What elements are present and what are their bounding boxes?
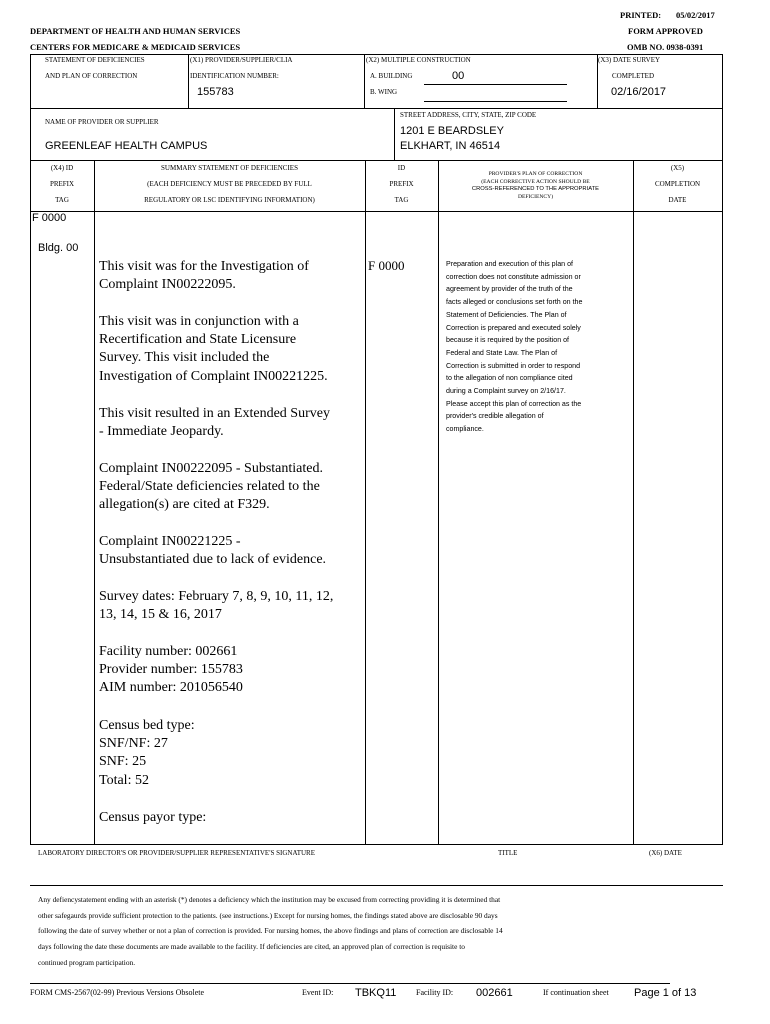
summary-paragraph: This visit resulted in an Extended Survey - Immediate Jeopardy. [99, 406, 330, 440]
x4-header-3: TAG [55, 196, 69, 204]
id-header-2: PREFIX [389, 180, 414, 188]
statement-label-1: STATEMENT OF DEFICIENCIES [45, 56, 145, 64]
x5-header-3: DATE [668, 196, 687, 204]
x3-label-2: COMPLETED [612, 72, 654, 80]
id-header-3: TAG [394, 196, 409, 204]
x1-label-2: IDENTIFICATION NUMBER: [190, 72, 279, 80]
x4-header-2: PREFIX [49, 180, 75, 188]
statement-label-2: AND PLAN OF CORRECTION [45, 72, 138, 80]
provider-name: GREENLEAF HEALTH CAMPUS [45, 140, 208, 152]
summary-header-2: (EACH DEFICIENCY MUST BE PRECEDED BY FULL [147, 180, 312, 188]
signature-label: LABORATORY DIRECTOR'S OR PROVIDER/SUPPLIER REPRESENTATIVE'S SIGNATURE [38, 849, 316, 857]
x5-header-2: COMPLETION [654, 180, 701, 188]
x2-label: (X2) MULTIPLE CONSTRUCTION [366, 56, 471, 64]
agency-name: CENTERS FOR MEDICARE & MEDICAID SERVICES [30, 42, 241, 52]
summary-paragraph: Survey dates: February 7, 8, 9, 10, 11, 12, 13, 14, 15 & 16, 2017 [99, 589, 334, 623]
plan-of-correction-text: Preparation and execution of this plan of correction does not constitute admission or agreement by provider of the truth of the facts alleged or conclusions set forth on the Statement of Deficiencies. The Plan of Correction is prepared and executed solely because it is required by the position of Federal and State Law. The Plan of Correction is submitted in order to respond to the allegation of non compliance cited during a Complaint survey on 2/16/17. Please accept this plan of correction as the provider's credible allegation of compliance. [446, 260, 583, 434]
summary-paragraph: Census payor type: [99, 810, 207, 825]
facility-id-value: 002661 [476, 987, 513, 999]
form-id: FORM CMS-2567(02-99) Previous Versions Obsolete [30, 988, 205, 997]
x5-header-1: (X5) [670, 164, 685, 172]
continuation-label: If continuation sheet [543, 988, 609, 997]
building-tag: Bldg. 00 [38, 242, 79, 254]
disclaimer-line: days following the date these documents are made available to the facility. If deficiencies are cited, an approved plan of correction is requisite to [38, 942, 465, 951]
survey-completed-date: 02/16/2017 [611, 86, 667, 98]
disclaimer-line: other safegaurds provide sufficient protection to the patients. (see instructions.) Except for nursing homes, the findings stated above are disclosable 90 days [38, 911, 498, 920]
department-name: DEPARTMENT OF HEALTH AND HUMAN SERVICES [30, 26, 241, 36]
disclaimer-line: continued program participation. [38, 958, 136, 967]
page-number: Page 1 of 13 [634, 987, 697, 999]
wing-label: B. WING [370, 88, 398, 96]
summary-paragraph: Complaint IN00222095 - Substantiated. Federal/State deficiencies related to the allegation(s) are cited at F329. [99, 461, 323, 513]
event-id-value: TBKQ11 [355, 987, 397, 999]
printed-date: 05/02/2017 [676, 10, 715, 20]
building-value: 00 [452, 70, 465, 82]
event-id-label: Event ID: [302, 988, 334, 997]
summary-paragraph: Complaint IN00221225 - Unsubstantiated due to lack of evidence. [99, 534, 327, 568]
building-label: A. BUILDING [370, 72, 413, 80]
summary-header-3: REGULATORY OR LSC IDENTIFYING INFORMATION) [144, 196, 315, 204]
tag-prefix: F 0000 [32, 212, 67, 224]
plan-header-3: CROSS-REFERENCED TO THE APPROPRIATE [471, 186, 600, 192]
plan-header-4: DEFICIENCY) [517, 194, 554, 200]
id-header-1: ID [397, 164, 406, 172]
x4-header-1: (X4) ID [50, 164, 74, 172]
summary-paragraph: Facility number: 002661 Provider number: 155783 AIM number: 201056540 [99, 644, 243, 696]
provider-name-label: NAME OF PROVIDER OR SUPPLIER [45, 118, 159, 126]
disclaimer-line: Any defiencystatement ending with an asterisk (*) denotes a deficiency which the institution may be excused from correcting providing it is determined that [38, 895, 501, 904]
date-label: (X6) DATE [649, 849, 682, 857]
plan-header-1: PROVIDER'S PLAN OF CORRECTION [488, 171, 583, 177]
omb-number: OMB NO. 0938-0391 [627, 42, 704, 52]
summary-paragraph: This visit was in conjunction with a Recertification and State Licensure Survey. This visit included the Investigation of Complaint IN00221225. [99, 314, 328, 384]
provider-id-number: 155783 [197, 86, 234, 98]
x1-label-1: (X1) PROVIDER/SUPPLIER/CLIA [190, 56, 293, 64]
summary-header-1: SUMMARY STATEMENT OF DEFICIENCIES [161, 164, 298, 172]
plan-header-2: (EACH CORRECTIVE ACTION SHOULD BE [481, 179, 590, 185]
disclaimer-line: following the date of survey whether or not a plan of correction is provided. For nursing homes, the above findings and plans of correction are disclosable 14 [38, 926, 503, 935]
summary-paragraph: This visit was for the Investigation of Complaint IN00222095. [99, 259, 309, 293]
address-line-1: 1201 E BEARDSLEY [400, 125, 504, 137]
x3-label-1: (X3) DATE SURVEY [598, 56, 661, 64]
printed-label: PRINTED: [620, 10, 662, 20]
address-line-2: ELKHART, IN 46514 [400, 140, 501, 152]
address-label: STREET ADDRESS, CITY, STATE, ZIP CODE [400, 111, 537, 119]
facility-id-label: Facility ID: [416, 988, 454, 997]
summary-paragraph: Census bed type: SNF/NF: 27 SNF: 25 Total: 52 [99, 718, 195, 788]
title-label: TITLE [498, 849, 518, 857]
id-prefix-tag: F 0000 [368, 258, 405, 273]
form-approved: FORM APPROVED [628, 26, 703, 36]
